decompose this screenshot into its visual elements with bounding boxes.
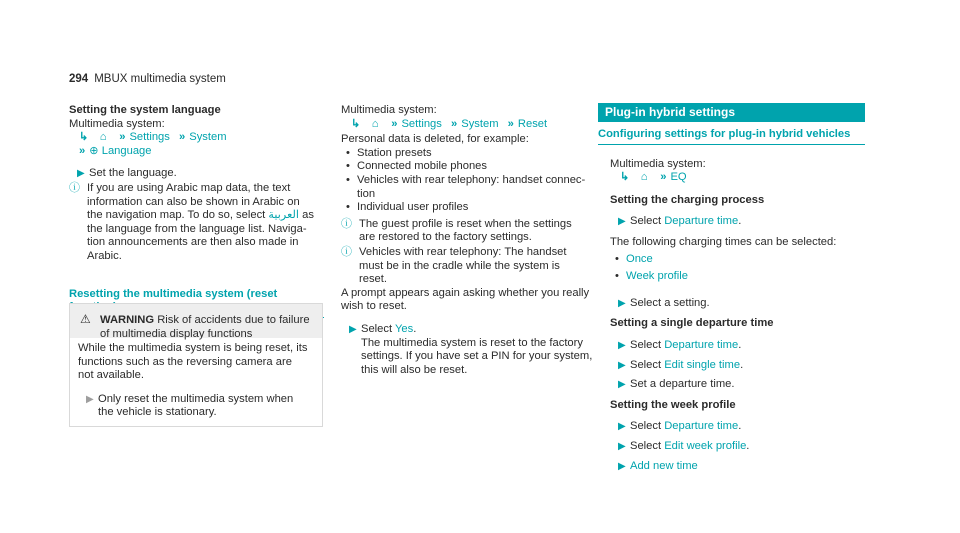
section-banner: Plug-in hybrid settings bbox=[598, 103, 865, 122]
menu-departure-time: Departure time bbox=[664, 338, 739, 351]
option-yes: Yes bbox=[395, 322, 414, 335]
menu-add-new-time: Add new time bbox=[630, 459, 698, 472]
list-item: • Individual user profiles bbox=[341, 201, 595, 215]
triangle-right-icon: ▶ bbox=[618, 339, 626, 351]
chevron-double-icon: » bbox=[119, 131, 126, 144]
menu-path-2 bbox=[69, 145, 324, 159]
triangle-right-icon: ▶ bbox=[618, 460, 626, 472]
heading-charging-process: Setting the charging process bbox=[610, 193, 765, 206]
warning-header: ⚠ WARNING Risk of accidents due to failure of multimedia display functions bbox=[70, 304, 322, 338]
heading-system-language: Setting the system language bbox=[69, 104, 221, 116]
path-system: System bbox=[461, 117, 499, 130]
menu-edit-week-profile: Edit week profile bbox=[664, 439, 747, 452]
triangle-right-icon: ▶ bbox=[618, 379, 626, 391]
step-set-language: ▶ Set the language. bbox=[77, 167, 177, 180]
step-select-departure-3: ▶ Select Departure time. bbox=[618, 420, 742, 433]
column-reset bbox=[341, 104, 595, 377]
step-add-new-time bbox=[610, 460, 865, 474]
chevron-double-icon: » bbox=[179, 131, 186, 144]
paragraph: The following charging times can be selected: bbox=[610, 235, 837, 248]
home-icon: ⌂ bbox=[99, 131, 107, 144]
menu-path bbox=[598, 171, 865, 185]
page-number: 294 bbox=[69, 73, 89, 85]
step-select-yes: ▶ Select Yes. The multimedia system is reset to the factory settings. If you have set a PIN for your system, this will also be reset. bbox=[349, 322, 593, 376]
path-system: System bbox=[189, 131, 227, 144]
chevron-double-icon: » bbox=[79, 144, 86, 157]
option-once: • Once bbox=[610, 253, 865, 267]
path-eq: EQ bbox=[670, 171, 687, 184]
intro-text: Multimedia system: bbox=[69, 117, 165, 130]
triangle-right-icon: ▶ bbox=[86, 393, 94, 405]
info-icon: ⓘ bbox=[69, 181, 80, 194]
step-select-departure-2: ▶ Select Departure time. bbox=[618, 338, 742, 351]
triangle-right-icon: ▶ bbox=[618, 440, 626, 452]
intro-text: Multimedia system: bbox=[341, 104, 437, 116]
menu-departure-time: Departure time bbox=[664, 215, 739, 228]
triangle-right-icon: ▶ bbox=[618, 216, 626, 228]
path-settings: Settings bbox=[129, 131, 170, 144]
page-running-title: MBUX multimedia system bbox=[94, 73, 226, 85]
menu-path bbox=[69, 131, 324, 145]
menu-path bbox=[341, 118, 595, 132]
heading-week-profile: Setting the week profile bbox=[610, 398, 736, 411]
triangle-right-icon: ▶ bbox=[349, 323, 357, 335]
deleted-data-list bbox=[341, 147, 595, 215]
path-settings: Settings bbox=[401, 117, 442, 130]
step-select-setting: ▶ Select a setting. bbox=[618, 296, 710, 309]
path-language: Language bbox=[101, 144, 152, 157]
path-reset: Reset bbox=[517, 117, 548, 130]
triangle-right-icon: ▶ bbox=[77, 168, 85, 180]
home-icon: ⌂ bbox=[371, 117, 379, 130]
arabic-option: العربية bbox=[268, 209, 299, 222]
note-guest-profile: ⓘ The guest profile is reset when the settings are restored to the factory settings. bbox=[341, 217, 572, 244]
triangle-right-icon: ▶ bbox=[618, 421, 626, 433]
list-item: • Connected mobile phones bbox=[341, 160, 595, 174]
menu-edit-single-time: Edit single time bbox=[664, 358, 741, 371]
return-arrow-icon: ↳ bbox=[79, 131, 89, 144]
paragraph: Personal data is deleted, for example: bbox=[341, 133, 529, 146]
globe-icon: ⊕ bbox=[89, 144, 99, 157]
column-language bbox=[69, 104, 324, 318]
warning-title: WARNING bbox=[100, 314, 155, 326]
triangle-right-icon: ▶ bbox=[618, 359, 626, 371]
chevron-double-icon: » bbox=[451, 117, 458, 130]
info-icon: ⓘ bbox=[341, 217, 352, 230]
column-hybrid bbox=[598, 103, 865, 473]
charging-options-list bbox=[610, 253, 865, 284]
warning-body: While the multimedia system is being reset, its functions such as the reversing camera are not available. ▶ Only reset the multimedia system when the vehicle is stationary. bbox=[70, 338, 322, 420]
triangle-right-icon: ▶ bbox=[618, 297, 626, 309]
chevron-double-icon: » bbox=[507, 117, 514, 130]
step-edit-week: ▶ Select Edit week profile. bbox=[618, 439, 750, 452]
menu-departure-time: Departure time bbox=[664, 420, 739, 433]
note-arabic: ⓘ If you are using Arabic map data, the text information can also be shown in Arabic on the navigation map. To do so, select العربية as the language from the language list. Naviga- tion announcements are then also made in Arabic. bbox=[69, 181, 314, 262]
paragraph-prompt: A prompt appears again asking whether you really wish to reset. bbox=[341, 286, 590, 313]
subheading-configuring: Configuring settings for plug-in hybrid vehicles bbox=[598, 128, 865, 145]
note-handset: ⓘ Vehicles with rear telephony: The handset must be in the cradle while the system is reset. bbox=[341, 245, 567, 286]
section-heading-reset: Resetting the multimedia system (reset bbox=[69, 288, 324, 318]
step-select-departure: ▶ Select Departure time. bbox=[618, 215, 742, 228]
page-header bbox=[69, 73, 226, 85]
chevron-double-icon: » bbox=[391, 117, 398, 130]
list-item: • Vehicles with rear telephony: handset connec- tion bbox=[341, 174, 595, 201]
return-arrow-icon: ↳ bbox=[351, 117, 361, 130]
list-item: • Station presets bbox=[341, 147, 595, 161]
step-edit-single: ▶ Select Edit single time. bbox=[618, 358, 744, 371]
warning-box bbox=[69, 303, 323, 427]
step-set-departure: ▶ Set a departure time. bbox=[618, 378, 735, 391]
return-arrow-icon: ↳ bbox=[620, 171, 630, 184]
warning-step: ▶ Only reset the multimedia system when the vehicle is stationary. bbox=[86, 392, 294, 419]
home-icon: ⌂ bbox=[640, 171, 648, 184]
info-icon: ⓘ bbox=[341, 245, 352, 258]
chevron-double-icon: » bbox=[660, 171, 667, 184]
intro-text: Multimedia system: bbox=[610, 157, 706, 170]
option-week-profile: • Week profile bbox=[610, 270, 865, 284]
heading-single-departure: Setting a single departure time bbox=[610, 317, 774, 330]
warning-triangle-icon: ⚠ bbox=[80, 312, 91, 326]
